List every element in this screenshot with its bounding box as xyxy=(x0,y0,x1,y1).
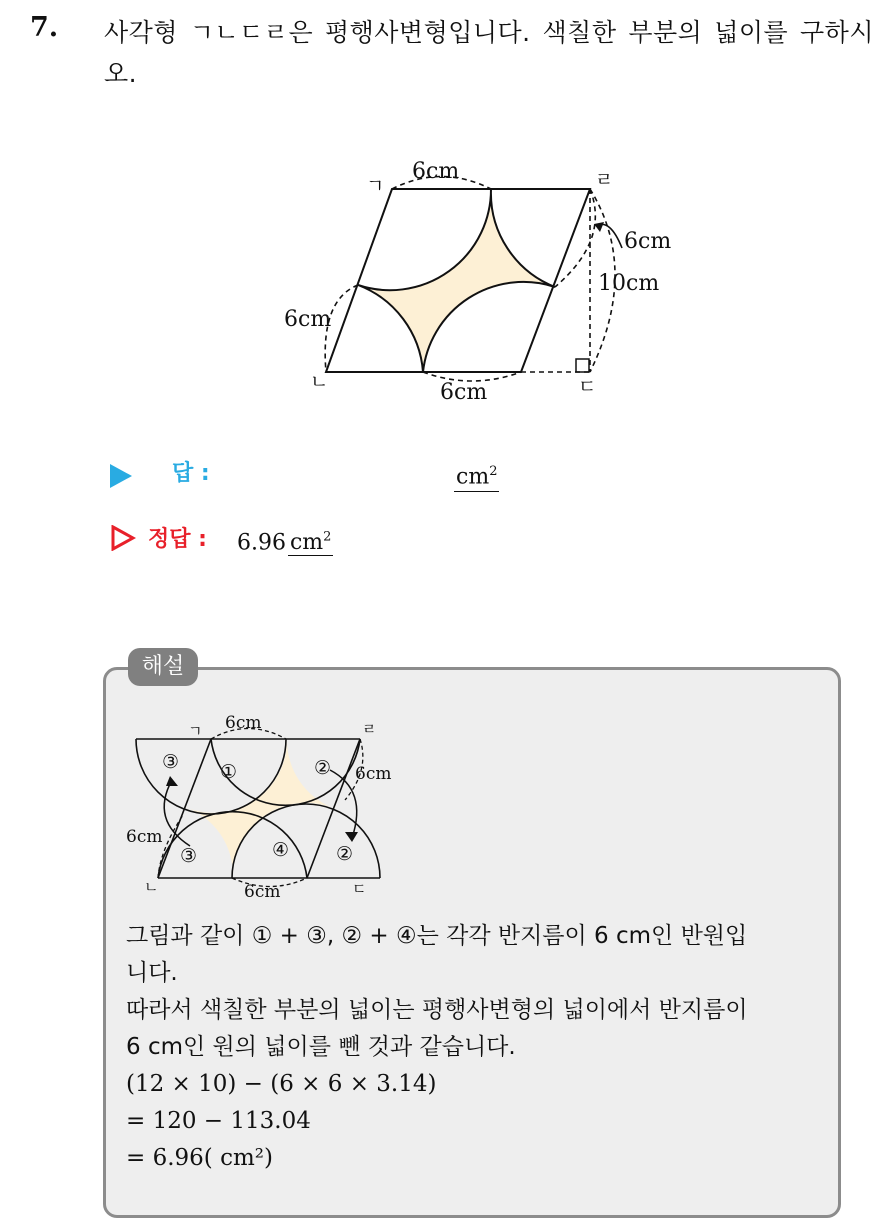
top-length-label: 6cm xyxy=(412,159,460,184)
solution-line-6: = 120 − 113.04 xyxy=(126,1108,311,1134)
bottom-length-label: 6cm xyxy=(440,380,488,405)
solution-left-label: 6cm xyxy=(126,827,163,847)
question-text: 사각형 ㄱㄴㄷㄹ은 평행사변형입니다. 색칠한 부분의 넓이를 구하시오. xyxy=(104,18,874,88)
solution-vertex-b: ㄴ xyxy=(144,878,159,896)
vertex-b-label: ㄴ xyxy=(310,371,329,393)
vertex-a-label: ㄱ xyxy=(366,175,385,197)
solution-line-7: = 6.96( cm²) xyxy=(126,1145,273,1171)
correct-answer-value: 6.96 $cm^2$ xyxy=(237,530,332,556)
answer-label: 답 : xyxy=(172,461,210,486)
solution-vertex-d: ㄹ xyxy=(362,720,377,738)
solution-top-label: 6cm xyxy=(225,713,262,733)
solution-arrow-left xyxy=(164,780,190,846)
solution-tab: 해설 xyxy=(128,648,198,686)
height-label: 10cm xyxy=(598,271,660,296)
question-number: 7. xyxy=(30,12,59,43)
solution-right-label: 6cm xyxy=(355,764,392,784)
solution-vertex-c: ㄷ xyxy=(352,880,367,898)
solution-arrow-right xyxy=(330,770,357,838)
region-3-bottom: ③ xyxy=(180,845,198,867)
solution-line-1: 그림과 같이 ① + ③, ② + ④는 각각 반지름이 6 cm인 반원입 xyxy=(126,923,748,949)
vertex-d-label: ㄹ xyxy=(595,169,614,191)
region-2-top: ② xyxy=(314,757,332,779)
solution-shaded-region xyxy=(183,739,333,878)
solution-vertex-a: ㄱ xyxy=(188,722,203,740)
solution-text xyxy=(126,918,831,1177)
region-3-top: ③ xyxy=(162,751,180,773)
region-4: ④ xyxy=(272,839,290,861)
correct-answer-label: 정답 : xyxy=(148,527,207,552)
solution-line-5: (12 × 10) − (6 × 6 × 3.14) xyxy=(126,1071,437,1097)
region-1: ① xyxy=(220,761,238,783)
vertex-c-label: ㄷ xyxy=(578,376,597,398)
answer-unit[interactable]: $cm^2$ xyxy=(454,458,499,492)
solution-line-3: 따라서 색칠한 부분의 넓이는 평행사변형의 넓이에서 반지름이 xyxy=(126,997,748,1023)
solution-bottom-label: 6cm xyxy=(244,882,281,902)
left-length-label: 6cm xyxy=(284,307,332,332)
solution-line-2: 니다. xyxy=(126,960,178,986)
right-length-label: 6cm xyxy=(624,229,672,254)
solution-line-4: 6 cm인 원의 넓이를 뺀 것과 같습니다. xyxy=(126,1034,516,1060)
region-2-bottom: ② xyxy=(336,843,354,865)
